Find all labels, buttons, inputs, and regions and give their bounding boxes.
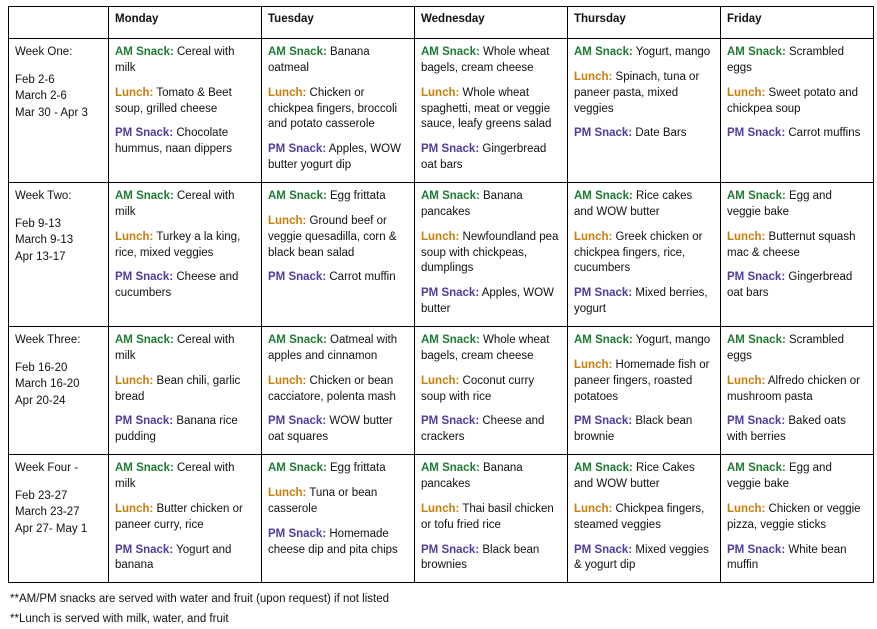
am-snack-label: AM Snack:: [268, 190, 327, 203]
lunch: [268, 374, 408, 406]
pm-snack-text: Black bean brownie: [574, 415, 693, 444]
menu-cell-tuesday: [262, 455, 415, 583]
pm-snack-label: PM Snack:: [268, 527, 327, 540]
pm-snack-text: Yogurt and banana: [115, 543, 232, 572]
am-snack-text: Whole wheat bagels, cream cheese: [421, 334, 550, 362]
pm-snack: [115, 126, 255, 158]
pm-snack-text: Gingerbread oat bars: [727, 271, 853, 300]
pm-snack: [115, 543, 255, 575]
am-snack: [268, 189, 408, 205]
pm-snack-text: Apples, WOW butter yogurt dip: [268, 143, 401, 172]
am-snack-label: AM Snack:: [115, 334, 174, 347]
pm-snack: [421, 142, 561, 174]
lunch-label: Lunch:: [574, 502, 613, 515]
am-snack-text: Scrambled eggs: [727, 46, 844, 74]
pm-snack-label: PM Snack:: [727, 127, 786, 140]
column-header-friday: Friday: [721, 7, 874, 39]
week-cell: [9, 39, 109, 183]
footnote-lunch: **Lunch is served with milk, water, and fruit: [10, 613, 229, 626]
am-snack-label: AM Snack:: [115, 190, 174, 203]
am-snack: [268, 45, 408, 77]
pm-snack-label: PM Snack:: [268, 415, 327, 428]
am-snack: [727, 333, 867, 365]
pm-snack-label: PM Snack:: [421, 143, 480, 156]
week-date: Feb 23-27: [15, 489, 68, 502]
pm-snack-text: Banana rice pudding: [115, 415, 238, 444]
am-snack-text: Cereal with milk: [115, 334, 235, 362]
pm-snack-text: Apples, WOW butter: [421, 287, 554, 316]
am-snack: [115, 461, 255, 493]
pm-snack-label: PM Snack:: [727, 415, 786, 428]
pm-snack-text: Carrot muffins: [788, 127, 861, 140]
pm-snack-label: PM Snack:: [421, 543, 480, 556]
lunch: [727, 230, 867, 262]
pm-snack-text: Gingerbread oat bars: [421, 143, 547, 172]
menu-cell-tuesday: [262, 183, 415, 327]
lunch-label: Lunch:: [421, 502, 460, 515]
am-snack: [421, 333, 561, 365]
week-date: Apr 20-24: [15, 394, 66, 407]
am-snack-text: Scrambled eggs: [727, 334, 844, 362]
pm-snack-label: PM Snack:: [268, 271, 327, 284]
week-date: Mar 30 - Apr 3: [15, 106, 88, 119]
lunch: [727, 86, 867, 118]
week-title: Week Four -: [15, 462, 79, 475]
pm-snack: [421, 414, 561, 446]
week-cell: [9, 327, 109, 455]
lunch: [574, 358, 714, 406]
pm-snack: [268, 270, 408, 286]
am-snack: [421, 45, 561, 77]
week-date: March 23-27: [15, 506, 80, 519]
pm-snack-text: WOW butter oat squares: [268, 415, 393, 444]
menu-cell-monday: [109, 327, 262, 455]
pm-snack: [727, 126, 867, 142]
pm-snack-text: Cheese and crackers: [421, 415, 545, 444]
am-snack-label: AM Snack:: [574, 46, 633, 58]
week-date: Apr 27- May 1: [15, 523, 88, 536]
lunch-label: Lunch:: [268, 487, 307, 500]
am-snack: [115, 45, 255, 77]
week-title: Week Two:: [15, 190, 72, 203]
lunch: [421, 502, 561, 534]
am-snack: [268, 461, 408, 477]
lunch-text: Whole wheat spaghetti, meat or veggie sauce, leafy greens salad: [421, 86, 552, 131]
am-snack-label: AM Snack:: [574, 190, 633, 203]
week-dates: [15, 216, 102, 266]
pm-snack-label: PM Snack:: [115, 127, 174, 140]
pm-snack-label: PM Snack:: [574, 415, 633, 428]
week-date: March 9-13: [15, 234, 74, 247]
am-snack-label: AM Snack:: [727, 46, 786, 58]
pm-snack-label: PM Snack:: [115, 415, 174, 428]
pm-snack-text: Mixed berries, yogurt: [574, 287, 708, 316]
menu-cell-wednesday: [415, 39, 568, 183]
weekly-menu-table: [8, 6, 874, 583]
week-date: Feb 9-13: [15, 217, 62, 230]
pm-snack: [115, 270, 255, 302]
lunch: [574, 70, 714, 118]
lunch-text: Newfoundland pea soup with chickpeas, dumplings: [421, 230, 559, 275]
week-dates: [15, 360, 102, 410]
am-snack-text: Egg frittata: [330, 190, 386, 203]
pm-snack: [115, 414, 255, 446]
am-snack-text: Egg and veggie bake: [727, 190, 832, 218]
am-snack-label: AM Snack:: [115, 462, 174, 475]
am-snack-label: AM Snack:: [115, 46, 174, 58]
am-snack: [421, 189, 561, 221]
am-snack: [727, 461, 867, 493]
am-snack-label: AM Snack:: [421, 462, 480, 475]
lunch: [421, 374, 561, 406]
lunch-text: Greek chicken or chickpea fingers, rice, cucumbers: [574, 230, 703, 275]
lunch-text: Coconut curry soup with rice: [421, 374, 535, 403]
table-row: [9, 327, 874, 455]
footnotes: [10, 590, 871, 629]
week-date: Feb 2-6: [15, 73, 55, 86]
week-date: March 2-6: [15, 90, 67, 103]
lunch-label: Lunch:: [727, 374, 766, 387]
lunch-text: Tomato & Beet soup, grilled cheese: [115, 86, 232, 115]
pm-snack-text: Homemade cheese dip and pita chips: [268, 527, 398, 556]
column-header-week: [9, 7, 109, 39]
lunch: [574, 502, 714, 534]
pm-snack-label: PM Snack:: [727, 543, 786, 556]
lunch: [727, 502, 867, 534]
lunch-text: Chicken or veggie pizza, veggie sticks: [727, 502, 861, 531]
week-date: March 16-20: [15, 378, 80, 391]
am-snack-label: AM Snack:: [574, 334, 633, 347]
am-snack-label: AM Snack:: [727, 462, 786, 475]
pm-snack-label: PM Snack:: [115, 271, 174, 284]
lunch-text: Chickpea fingers, steamed veggies: [574, 502, 705, 531]
am-snack-label: AM Snack:: [574, 462, 633, 475]
menu-cell-friday: [721, 455, 874, 583]
pm-snack: [574, 543, 714, 575]
am-snack-text: Oatmeal with apples and cinnamon: [268, 334, 398, 362]
am-snack-text: Cereal with milk: [115, 46, 235, 74]
am-snack: [115, 333, 255, 365]
pm-snack: [727, 414, 867, 446]
lunch: [268, 214, 408, 262]
week-title: Week Three:: [15, 334, 81, 347]
menu-cell-tuesday: [262, 327, 415, 455]
menu-cell-wednesday: [415, 183, 568, 327]
am-snack: [574, 333, 714, 349]
am-snack: [727, 45, 867, 77]
lunch-text: Tuna or bean casserole: [268, 487, 378, 515]
am-snack-label: AM Snack:: [727, 190, 786, 203]
pm-snack-text: White bean muffin: [727, 543, 847, 572]
lunch-label: Lunch:: [727, 86, 766, 99]
pm-snack-text: Carrot muffin: [329, 271, 396, 284]
week-date: Feb 16-20: [15, 361, 68, 374]
pm-snack: [574, 414, 714, 446]
pm-snack: [574, 286, 714, 318]
am-snack-text: Rice Cakes and WOW butter: [574, 462, 695, 491]
lunch: [574, 230, 714, 278]
lunch-label: Lunch:: [268, 374, 307, 387]
lunch-label: Lunch:: [574, 230, 613, 243]
pm-snack-label: PM Snack:: [574, 127, 633, 140]
pm-snack-text: Black bean brownies: [421, 543, 540, 572]
am-snack: [574, 45, 714, 61]
lunch-text: Spinach, tuna or paneer pasta, mixed veggies: [574, 70, 700, 115]
am-snack-label: AM Snack:: [421, 46, 480, 58]
table-row: [9, 39, 874, 183]
pm-snack-label: PM Snack:: [115, 543, 174, 556]
menu-cell-thursday: [568, 183, 721, 327]
am-snack-text: Whole wheat bagels, cream cheese: [421, 46, 550, 74]
am-snack-label: AM Snack:: [268, 46, 327, 58]
am-snack-text: Yogurt, mango: [635, 334, 711, 347]
lunch-text: Chicken or chickpea fingers, broccoli and potato casserole: [268, 86, 398, 131]
pm-snack-text: Chocolate hummus, naan dippers: [115, 127, 232, 156]
pm-snack-text: Baked oats with berries: [727, 415, 846, 444]
am-snack-label: AM Snack:: [727, 334, 786, 347]
lunch-text: Bean chili, garlic bread: [115, 374, 241, 403]
lunch-label: Lunch:: [421, 374, 460, 387]
lunch: [268, 86, 408, 134]
lunch-label: Lunch:: [268, 214, 307, 227]
column-header-wednesday: Wednesday: [415, 7, 568, 39]
table-row: [9, 455, 874, 583]
lunch-label: Lunch:: [115, 86, 154, 99]
am-snack-text: Banana pancakes: [421, 190, 523, 218]
menu-cell-friday: [721, 327, 874, 455]
column-header-thursday: Thursday: [568, 7, 721, 39]
lunch-text: Ground beef or veggie quesadilla, corn & black bean salad: [268, 214, 397, 259]
am-snack-text: Yogurt, mango: [635, 46, 711, 58]
lunch-text: Butternut squash mac & cheese: [727, 230, 856, 259]
pm-snack: [574, 126, 714, 142]
week-title: Week One:: [15, 46, 73, 58]
lunch: [115, 230, 255, 262]
pm-snack-text: Cheese and cucumbers: [115, 271, 239, 300]
footnote-snacks: **AM/PM snacks are served with water and fruit (upon request) if not listed: [10, 593, 390, 606]
am-snack: [421, 461, 561, 493]
menu-cell-friday: [721, 39, 874, 183]
menu-cell-monday: [109, 39, 262, 183]
table-row: [9, 183, 874, 327]
lunch-text: Turkey a la king, rice, mixed veggies: [115, 230, 241, 259]
week-date: Apr 13-17: [15, 250, 66, 263]
lunch-text: Homemade fish or paneer fingers, roasted potatoes: [574, 358, 710, 403]
am-snack: [727, 189, 867, 221]
lunch-text: Thai basil chicken or tofu fried rice: [421, 502, 554, 531]
lunch-label: Lunch:: [115, 502, 154, 515]
am-snack-text: Banana oatmeal: [268, 46, 370, 74]
lunch: [421, 86, 561, 134]
lunch: [268, 486, 408, 518]
am-snack-label: AM Snack:: [421, 334, 480, 347]
pm-snack-text: Date Bars: [635, 127, 687, 140]
pm-snack: [268, 414, 408, 446]
pm-snack: [727, 543, 867, 575]
lunch-label: Lunch:: [115, 374, 154, 387]
week-dates: [15, 488, 102, 538]
menu-cell-thursday: [568, 327, 721, 455]
lunch: [115, 502, 255, 534]
am-snack-label: AM Snack:: [268, 462, 327, 475]
lunch: [115, 86, 255, 118]
am-snack-text: Cereal with milk: [115, 462, 235, 491]
lunch-text: Sweet potato and chickpea soup: [727, 86, 859, 115]
menu-cell-thursday: [568, 39, 721, 183]
lunch-label: Lunch:: [115, 230, 154, 243]
pm-snack-label: PM Snack:: [268, 143, 327, 156]
column-header-monday: Monday: [109, 7, 262, 39]
pm-snack-text: Mixed veggies & yogurt dip: [574, 543, 709, 572]
menu-cell-wednesday: [415, 455, 568, 583]
am-snack: [115, 189, 255, 221]
lunch-label: Lunch:: [421, 230, 460, 243]
week-dates: [15, 72, 102, 122]
menu-cell-wednesday: [415, 327, 568, 455]
menu-cell-monday: [109, 455, 262, 583]
table-header-row: [9, 7, 874, 39]
pm-snack-label: PM Snack:: [574, 287, 633, 300]
lunch-text: Chicken or bean cacciatore, polenta mash: [268, 374, 396, 403]
pm-snack: [268, 527, 408, 559]
am-snack: [574, 461, 714, 493]
column-header-tuesday: Tuesday: [262, 7, 415, 39]
pm-snack: [268, 142, 408, 174]
am-snack-text: Rice cakes and WOW butter: [574, 190, 693, 218]
pm-snack: [421, 286, 561, 318]
lunch-text: Butter chicken or paneer curry, rice: [115, 502, 243, 531]
menu-cell-monday: [109, 183, 262, 327]
am-snack-text: Banana pancakes: [421, 462, 523, 491]
lunch: [421, 230, 561, 278]
lunch-text: Alfredo chicken or mushroom pasta: [727, 374, 860, 403]
pm-snack: [727, 270, 867, 302]
am-snack: [268, 333, 408, 365]
lunch-label: Lunch:: [727, 502, 766, 515]
am-snack-text: Egg frittata: [330, 462, 386, 475]
menu-cell-tuesday: [262, 39, 415, 183]
week-cell: [9, 455, 109, 583]
am-snack-text: Egg and veggie bake: [727, 462, 832, 491]
am-snack-label: AM Snack:: [421, 190, 480, 203]
pm-snack-label: PM Snack:: [727, 271, 786, 284]
am-snack-label: AM Snack:: [268, 334, 327, 347]
lunch: [115, 374, 255, 406]
week-cell: [9, 183, 109, 327]
lunch-label: Lunch:: [574, 358, 613, 371]
pm-snack-label: PM Snack:: [421, 415, 480, 428]
pm-snack-label: PM Snack:: [421, 287, 480, 300]
lunch: [727, 374, 867, 406]
menu-cell-friday: [721, 183, 874, 327]
am-snack-text: Cereal with milk: [115, 190, 235, 218]
pm-snack: [421, 543, 561, 575]
lunch-label: Lunch:: [421, 86, 460, 99]
lunch-label: Lunch:: [574, 70, 613, 83]
pm-snack-label: PM Snack:: [574, 543, 633, 556]
lunch-label: Lunch:: [268, 86, 307, 99]
am-snack: [574, 189, 714, 221]
lunch-label: Lunch:: [727, 230, 766, 243]
menu-cell-thursday: [568, 455, 721, 583]
